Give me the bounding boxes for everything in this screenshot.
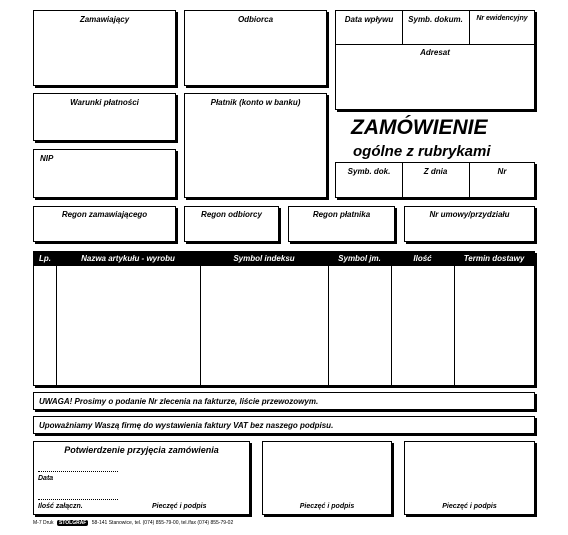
column-divider xyxy=(391,252,392,385)
column-header-lp: Lp. xyxy=(39,254,51,263)
z-dnia-label: Z dnia xyxy=(423,167,448,176)
column-header-nazwa: Nazwa artykułu - wyrobu xyxy=(81,254,175,263)
warunki-platnosci-label: Warunki płatności xyxy=(70,98,139,107)
column-header-ilosc: Ilość xyxy=(413,254,432,263)
column-divider xyxy=(200,252,201,385)
confirmation-title: Potwierdzenie przyjęcia zamówienia xyxy=(64,445,219,455)
regon-zamawiajacego-label: Regon zamawiającego xyxy=(61,210,148,219)
stamp-signature-label: Pieczęć i podpis xyxy=(152,503,207,510)
stamp-signature-label: Pieczęć i podpis xyxy=(299,503,355,510)
items-table[interactable] xyxy=(33,251,535,386)
platnik-box[interactable] xyxy=(184,93,327,198)
stamp-signature-label: Pieczęć i podpis xyxy=(442,503,497,510)
nr-umowy-box[interactable] xyxy=(404,206,535,242)
regon-zamawiajacego-box[interactable] xyxy=(33,206,176,242)
stamp-box-3[interactable] xyxy=(404,441,535,515)
form-code: M-7 Druk xyxy=(33,520,54,526)
nr-ewidencyjny-label: Nr ewidencyjny xyxy=(476,15,528,22)
uwaga-text: UWAGA! Prosimy o podanie Nr zlecenia na fakturze, liście przewozowym. xyxy=(39,397,319,406)
upowaznienie-text: Upoważniamy Waszą firmę do wystawienia faktury VAT bez naszego podpisu. xyxy=(39,421,334,430)
attachments-line xyxy=(38,499,118,500)
adresat-label: Adresat xyxy=(420,48,450,57)
adresat-block[interactable] xyxy=(335,10,535,110)
stamp-box-2[interactable] xyxy=(262,441,392,515)
odbiorca-box[interactable] xyxy=(184,10,327,86)
printer-address: 58-141 Stanowice, tel. (074) 855-79-00, tel./fax (074) 855-79-02 xyxy=(91,520,234,526)
column-header-symbol-jm: Symbol jm. xyxy=(338,254,381,263)
date-label: Data xyxy=(38,475,54,482)
odbiorca-label: Odbiorca xyxy=(237,15,274,24)
uwaga-note xyxy=(33,392,535,410)
column-divider xyxy=(454,252,455,385)
print-footer xyxy=(33,520,233,526)
zamawiajacy-box[interactable] xyxy=(33,10,176,86)
doc-fields-box[interactable] xyxy=(335,162,535,198)
symb-dok-label: Symb. dok. xyxy=(347,167,391,176)
column-header-symbol-indeksu: Symbol indeksu xyxy=(233,254,295,263)
regon-platnika-label: Regon płatnika xyxy=(312,210,371,219)
divider xyxy=(336,44,534,45)
nr-umowy-label: Nr umowy/przydziału xyxy=(429,210,510,219)
attachments-label: Ilość załączn. xyxy=(38,503,83,510)
data-wplywu-label: Data wpływu xyxy=(344,15,394,24)
zamawiajacy-label: Zamawiający xyxy=(79,15,130,24)
column-divider xyxy=(328,252,329,385)
form-subtitle: ogólne z rubrykami xyxy=(353,143,491,160)
printer-logo: STOLGRAF xyxy=(58,520,87,526)
column-divider xyxy=(56,252,57,385)
regon-odbiorcy-label: Regon odbiorcy xyxy=(201,210,262,219)
column-header-termin-dostawy: Termin dostawy xyxy=(463,254,525,263)
confirmation-box[interactable] xyxy=(33,441,250,515)
upowaznienie-note xyxy=(33,416,535,434)
nip-label: NIP xyxy=(40,154,54,163)
form-title: ZAMÓWIENIE xyxy=(351,116,488,139)
nr-label: Nr xyxy=(497,167,507,176)
warunki-platnosci-box[interactable] xyxy=(33,93,176,141)
regon-platnika-box[interactable] xyxy=(288,206,395,242)
date-line xyxy=(38,471,118,472)
regon-odbiorcy-box[interactable] xyxy=(184,206,279,242)
symb-dokum-label: Symb. dokum. xyxy=(408,15,463,24)
platnik-label: Płatnik (konto w banku) xyxy=(210,98,301,107)
nip-box[interactable] xyxy=(33,149,176,198)
